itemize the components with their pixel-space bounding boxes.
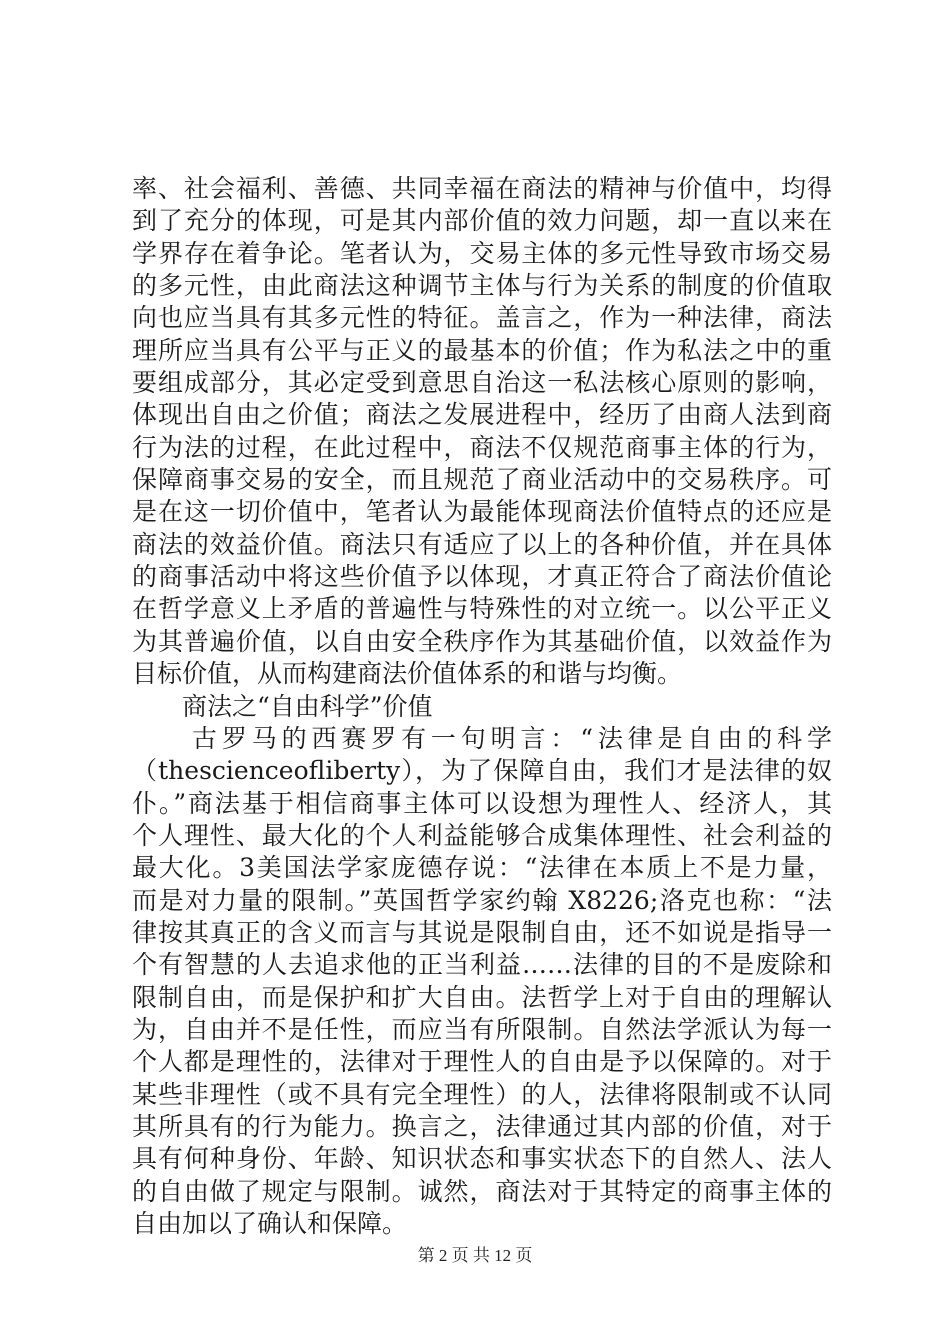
text-line: 为，自由并不是任性，而应当有所限制。自然法学派认为每一	[132, 1014, 832, 1044]
text-line: 向也应当具有其多元性的特征。盖言之，作为一种法律，商法	[132, 303, 832, 333]
text-line: 仆。”商法基于相信商事主体可以设想为理性人、经济人，其	[132, 788, 832, 818]
page-number-footer: 第 2 页 共 12 页	[417, 1246, 533, 1265]
text-line: 理所应当具有公平与正义的最基本的价值；作为私法之中的重	[132, 335, 832, 365]
text-line: 体现出自由之价值；商法之发展进程中，经历了由商人法到商	[132, 400, 832, 430]
text-line: 自由加以了确认和保障。	[132, 1209, 408, 1238]
text-line: （thescienceofliberty），为了保障自由，我们才是法律的奴	[132, 756, 832, 786]
text-line: 某些非理性（或不具有完全理性）的人，法律将限制或不认同	[132, 1079, 832, 1109]
text-line: 率、社会福利、善德、共同幸福在商法的精神与价值中，均得	[132, 174, 832, 203]
text-line: 律按其真正的含义而言与其说是限制自由，还不如说是指导一	[132, 917, 832, 947]
text-line: 而是对力量的限制。”英国哲学家约翰 X8226;洛克也称：“法	[132, 885, 832, 915]
body-text	[132, 173, 832, 1240]
text-line: 个人理性、最大化的个人利益能够合成集体理性、社会利益的	[132, 820, 832, 850]
text-line: 的多元性，由此商法这种调节主体与行为关系的制度的价值取	[132, 271, 832, 301]
text-line: 个人都是理性的，法律对于理性人的自由是予以保障的。对于	[132, 1047, 832, 1077]
text-line: 的自由做了规定与限制。诚然，商法对于其特定的商事主体的	[132, 1176, 832, 1206]
text-line: 商法的效益价值。商法只有适应了以上的各种价值，并在具体	[132, 529, 832, 559]
text-line: 到了充分的体现，可是其内部价值的效力问题，却一直以来在	[132, 206, 832, 236]
text-line: 保障商事交易的安全，而且规范了商业活动中的交易秩序。可	[132, 465, 832, 495]
text-line: 学界存在着争论。笔者认为，交易主体的多元性导致市场交易	[132, 238, 832, 268]
section-heading: 商法之“自由科学”价值	[182, 691, 433, 721]
text-line: 最大化。3美国法学家庞德存说：“法律在本质上不是力量，	[132, 853, 832, 883]
text-line: 行为法的过程，在此过程中，商法不仅规范商事主体的行为，	[132, 432, 832, 462]
text-line: 要组成部分，其必定受到意思自治这一私法核心原则的影响，	[132, 368, 832, 398]
text-line: 的商事活动中将这些价值予以体现，才真正符合了商法价值论	[132, 562, 832, 592]
text-line: 为其普遍价值，以自由安全秩序作为其基础价值，以效益作为	[132, 626, 832, 656]
text-line: 其所具有的行为能力。换言之，法律通过其内部的价值，对于	[132, 1111, 832, 1141]
text-line: 个有智慧的人去追求他的正当利益……法律的目的不是废除和	[132, 950, 832, 980]
text-line: 目标价值，从而构建商法价值体系的和谐与均衡。	[132, 659, 683, 689]
text-line: 在哲学意义上矛盾的普遍性与特殊性的对立统一。以公平正义	[132, 594, 832, 624]
text-line: 限制自由，而是保护和扩大自由。法哲学上对于自由的理解认	[132, 982, 832, 1012]
text-line: 具有何种身份、年龄、知识状态和事实状态下的自然人、法人	[132, 1144, 832, 1174]
text-line: 古罗马的西赛罗有一句明言：“法律是自由的科学	[192, 723, 832, 753]
text-line: 是在这一切价值中，笔者认为最能体现商法价值特点的还应是	[132, 497, 832, 527]
